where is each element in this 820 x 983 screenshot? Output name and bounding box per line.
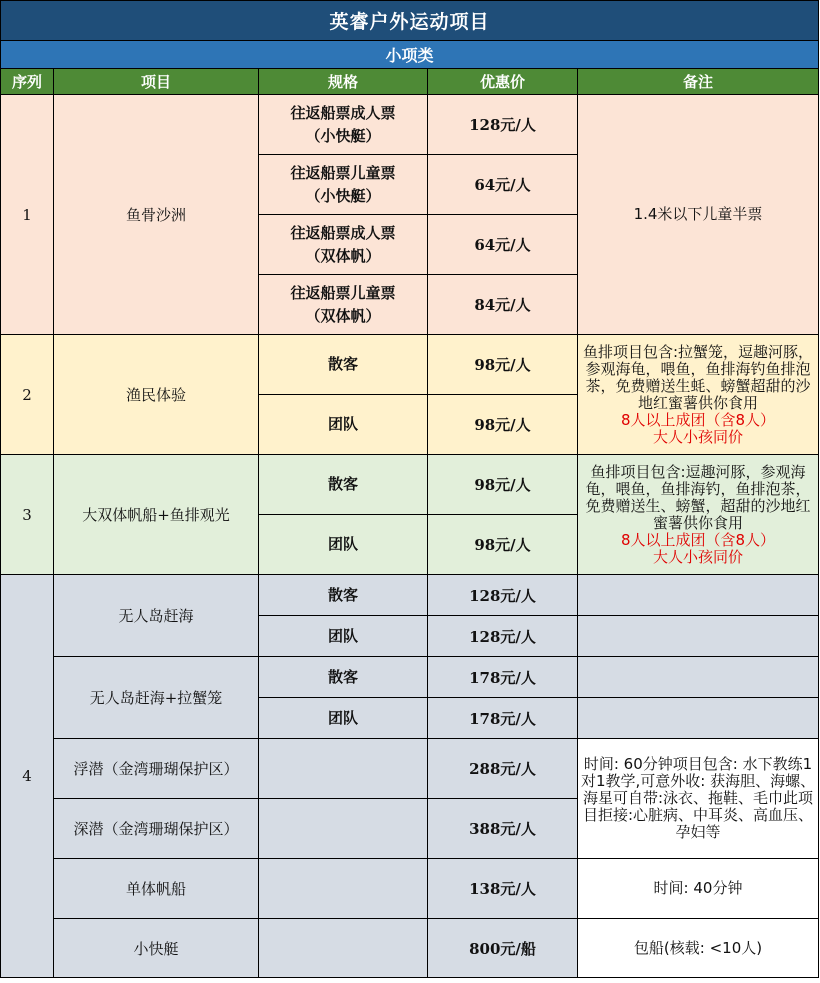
note-cell xyxy=(578,698,819,739)
price-cell: 178元/人 xyxy=(428,657,578,698)
spec-cell: 散客 xyxy=(259,455,428,515)
price-cell: 64元/人 xyxy=(428,215,578,275)
spec-line: （双体帆） xyxy=(305,306,381,325)
price-cell: 138元/人 xyxy=(428,859,578,919)
price-cell: 128元/人 xyxy=(428,616,578,657)
table-subtitle: 小项类 xyxy=(1,41,819,69)
price-cell: 128元/人 xyxy=(428,575,578,616)
table-row xyxy=(1,335,819,395)
note-cell xyxy=(578,455,819,575)
price-cell: 800元/船 xyxy=(428,919,578,978)
table-row xyxy=(1,919,819,978)
note-red-text: 大人小孩同价 xyxy=(653,427,744,446)
note-cell: 包船(核载: <10人) xyxy=(578,919,819,978)
item-cell: 渔民体验 xyxy=(54,335,259,455)
header-seq: 序列 xyxy=(1,69,54,95)
table-title: 英睿户外运动项目 xyxy=(1,1,819,41)
spec-line: （小快艇） xyxy=(305,126,381,145)
item-cell: 无人岛赶海 xyxy=(54,575,259,657)
price-cell: 388元/人 xyxy=(428,799,578,859)
note-red-text: 大人小孩同价 xyxy=(653,547,744,566)
spec-cell xyxy=(259,919,428,978)
item-cell: 深潜（金湾珊瑚保护区） xyxy=(54,799,259,859)
header-note: 备注 xyxy=(578,69,819,95)
spec-cell xyxy=(259,739,428,799)
item-cell: 单体帆船 xyxy=(54,859,259,919)
note-cell: 时间: 40分钟 xyxy=(578,859,819,919)
spec-line: （双体帆） xyxy=(305,246,381,265)
item-cell: 浮潜（金湾珊瑚保护区） xyxy=(54,739,259,799)
spec-line: 往返船票成人票 xyxy=(290,103,396,122)
table-row xyxy=(1,657,819,698)
table-row xyxy=(1,95,819,155)
header-row xyxy=(1,69,819,95)
seq-cell: 3 xyxy=(1,455,54,575)
price-cell: 98元/人 xyxy=(428,395,578,455)
price-cell: 98元/人 xyxy=(428,335,578,395)
note-cell: 时间: 60分钟项目包含: 水下教练1对1教学,可意外收: 获海胆、海螺、海星可自带:泳衣、拖鞋、毛巾此项目拒接:心脏病、中耳炎、高血压、孕妇等 xyxy=(578,739,819,859)
spec-line: 往返船票儿童票 xyxy=(290,283,396,302)
note-text: 鱼排项目包含:拉蟹笼，逗趣河豚，参观海龟，喂鱼，鱼排海钓鱼排泡茶，免费赠送生蚝、螃蟹超甜的沙地红蜜薯供你食用 xyxy=(582,342,814,412)
price-cell: 98元/人 xyxy=(428,515,578,575)
table-row xyxy=(1,739,819,799)
price-cell: 128元/人 xyxy=(428,95,578,155)
spec-cell: 团队 xyxy=(259,698,428,739)
spec-line: （小快艇） xyxy=(305,186,381,205)
note-cell xyxy=(578,616,819,657)
spec-cell xyxy=(259,275,428,335)
spec-cell: 散客 xyxy=(259,575,428,616)
spec-cell: 团队 xyxy=(259,616,428,657)
price-cell: 98元/人 xyxy=(428,455,578,515)
spec-cell xyxy=(259,215,428,275)
seq-cell: 4 xyxy=(1,575,54,978)
spec-cell xyxy=(259,859,428,919)
spec-cell: 散客 xyxy=(259,657,428,698)
note-cell xyxy=(578,575,819,616)
spec-cell xyxy=(259,155,428,215)
item-cell: 大双体帆船+鱼排观光 xyxy=(54,455,259,575)
note-cell: 1.4米以下儿童半票 xyxy=(578,95,819,335)
price-cell: 178元/人 xyxy=(428,698,578,739)
price-cell: 288元/人 xyxy=(428,739,578,799)
spec-cell: 散客 xyxy=(259,335,428,395)
note-red-text: 8人以上成团（含8人） xyxy=(620,410,776,429)
spec-cell xyxy=(259,95,428,155)
header-spec: 规格 xyxy=(259,69,428,95)
spec-cell: 团队 xyxy=(259,515,428,575)
note-text: 鱼排项目包含:逗趣河豚，参观海龟，喂鱼，鱼排海钓，鱼排泡茶，免费赠送生、螃蟹，超甜的沙地红蜜薯供你食用 xyxy=(585,462,811,532)
table-row xyxy=(1,575,819,616)
table-row xyxy=(1,859,819,919)
note-red-text: 8人以上成团（含8人） xyxy=(620,530,776,549)
item-cell: 鱼骨沙洲 xyxy=(54,95,259,335)
spec-line: 往返船票成人票 xyxy=(290,223,396,242)
table-row xyxy=(1,455,819,515)
header-price: 优惠价 xyxy=(428,69,578,95)
spec-cell xyxy=(259,799,428,859)
spec-cell: 团队 xyxy=(259,395,428,455)
spec-line: 往返船票儿童票 xyxy=(290,163,396,182)
header-item: 项目 xyxy=(54,69,259,95)
seq-cell: 2 xyxy=(1,335,54,455)
item-cell: 无人岛赶海+拉蟹笼 xyxy=(54,657,259,739)
price-cell: 64元/人 xyxy=(428,155,578,215)
item-cell: 小快艇 xyxy=(54,919,259,978)
note-cell xyxy=(578,657,819,698)
seq-cell: 1 xyxy=(1,95,54,335)
price-cell: 84元/人 xyxy=(428,275,578,335)
note-cell xyxy=(578,335,819,455)
